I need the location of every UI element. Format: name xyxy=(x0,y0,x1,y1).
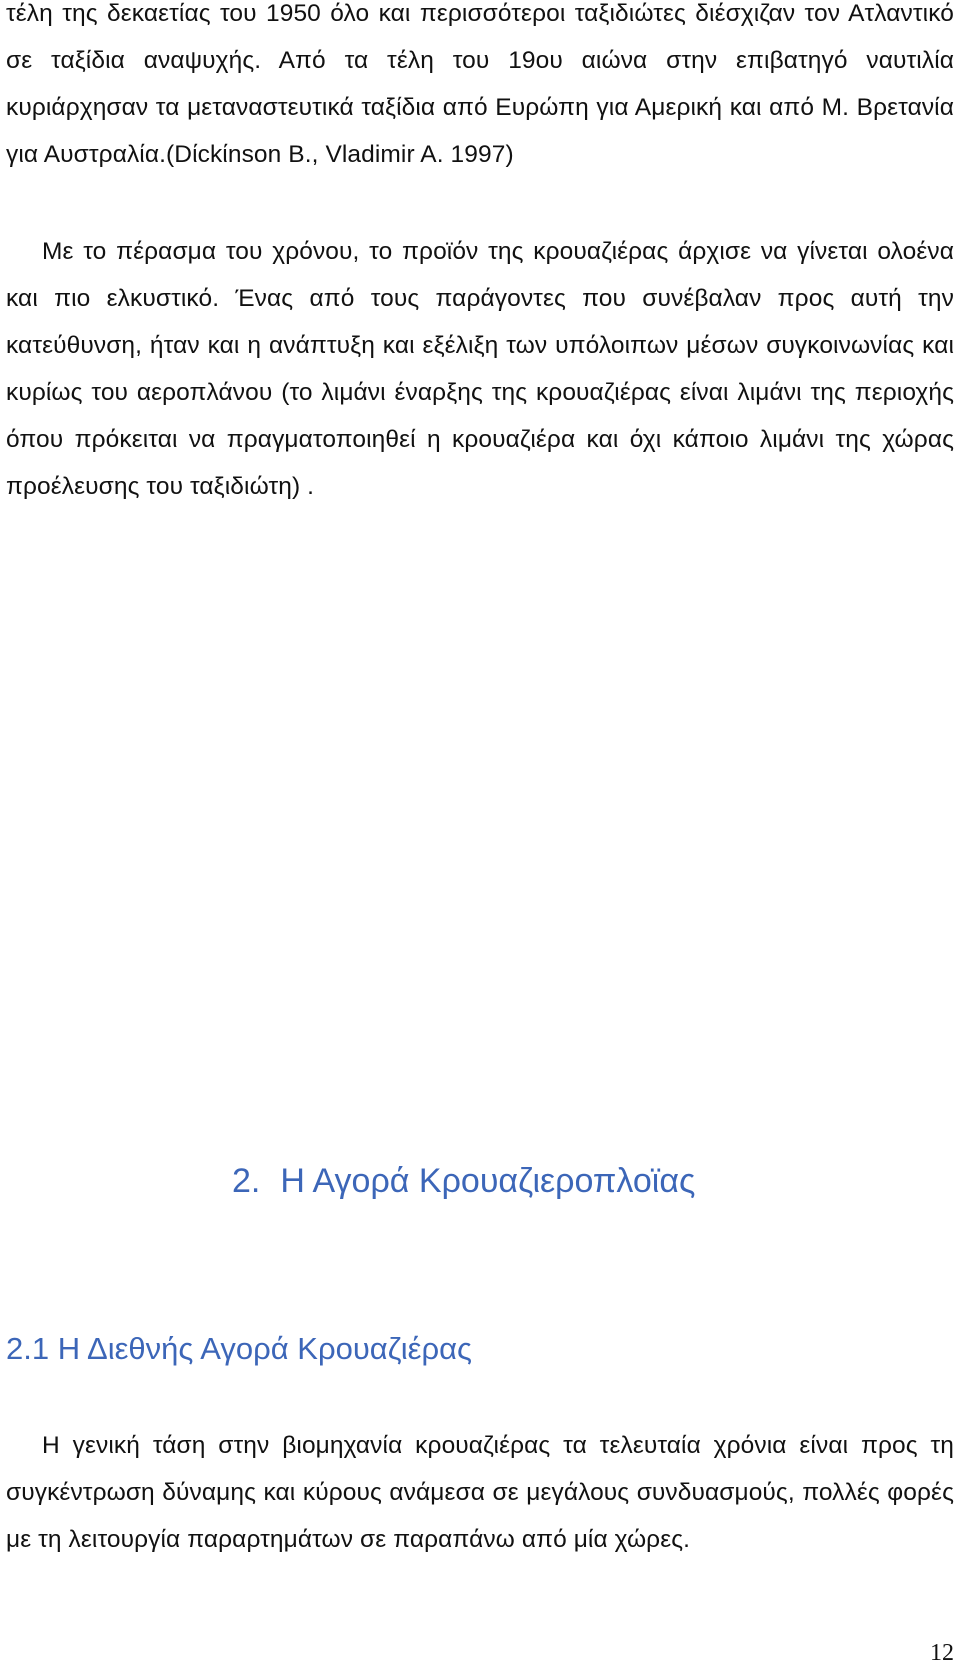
section-number: 2. xyxy=(232,1162,261,1200)
paragraph-industry-trend: Η γενική τάση στην βιομηχανία κρουαζιέρας τα τελευταία χρόνια είναι προς τη συγκέντρωση δύναμης και κύρους ανάμεσα σε μεγάλους συνδυασμούς, πολλές φορές με τη λειτουργία παραρτημάτων σε παραπάνω από μία χώρες. xyxy=(6,1432,954,1553)
subsection-heading: 2.1 Η Διεθνής Αγορά Κρουαζιέρας xyxy=(6,1331,472,1366)
section-heading xyxy=(232,1162,695,1201)
paragraph-history-transatlantic: τέλη της δεκαετίας του 1950 όλο και περισσότεροι ταξιδιώτες διέσχιζαν τον Ατλαντικό σε ταξίδια αναψυχής. Από τα τέλη του 19ου αιώνα στην επιβατηγό ναυτιλία κυριάρχησαν τα μεταναστευτικά ταξίδια από Ευρώπη για Αμερική και από Μ. Βρετανία για Αυστραλία.(Dίckίnson B., Vladimir A. 1997) xyxy=(6,0,954,168)
section-title: Η Αγορά Κρουαζιεροπλοϊας xyxy=(280,1162,696,1200)
page-number: 12 xyxy=(930,1640,954,1666)
paragraph-cruise-attractiveness: Με το πέρασμα του χρόνου, το προϊόν της κρουαζιέρας άρχισε να γίνεται ολοένα και πιο ελκυστικό. Ένας από τους παράγοντες που συνέβαλαν προς αυτή την κατεύθυνση, ήταν και η ανάπτυξη και εξέλιξη των υπόλοιπων μέσων συγκοινωνίας και κυρίως του αεροπλάνου (το λιμάνι έναρξης της κρουαζιέρας είναι λιμάνι της περιοχής όπου πρόκειται να πραγματοποιηθεί η κρουαζιέρα και όχι κάποιο λιμάνι της χώρας προέλευσης του ταξιδιώτη) . xyxy=(6,238,954,500)
